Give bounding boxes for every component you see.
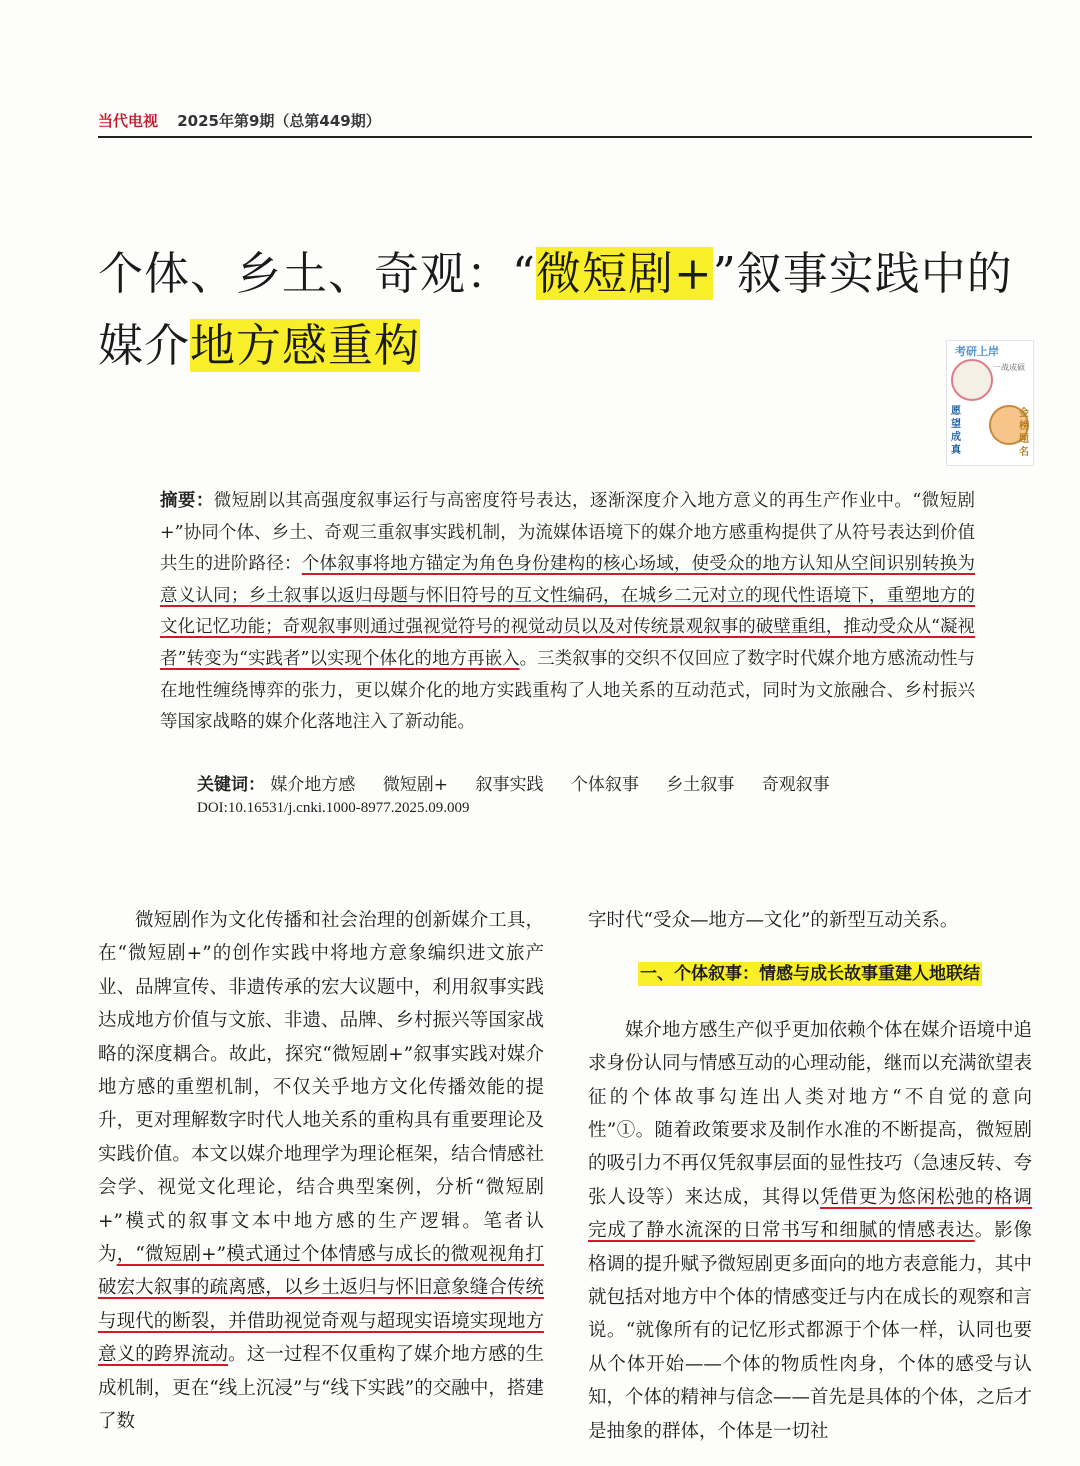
keyword: 乡土叙事 bbox=[666, 775, 735, 795]
keywords-label: 关键词： bbox=[197, 775, 265, 795]
doi: DOI:10.16531/j.cnki.1000-8977.2025.09.009 bbox=[197, 800, 470, 816]
keyword: 个体叙事 bbox=[570, 775, 639, 795]
sticker-caption: 一战成硕 bbox=[993, 363, 1025, 372]
keyword: 奇观叙事 bbox=[761, 775, 830, 795]
title-highlight-1: 微短剧+ bbox=[536, 247, 713, 300]
title-part-1: 个体、乡土、奇观：“ bbox=[98, 247, 537, 300]
keyword: 媒介地方感 bbox=[270, 775, 356, 795]
abstract-underline-2: 乡土叙事以返归母题与怀旧符号的互文性编码，在城乡二元对立的现代性语境下，重塑地方的文化记忆功能； bbox=[160, 585, 975, 638]
title-part-3: 媒介 bbox=[98, 319, 191, 372]
body-text: 。这一过程不仅重构了媒介地方感的生成机制，更在“线上沉浸”与“线下实践”的交融中，搭建了数 bbox=[98, 1344, 544, 1433]
abstract bbox=[160, 486, 975, 739]
sheep-face-icon bbox=[951, 359, 993, 401]
title-part-2: ”叙事实践中的 bbox=[712, 247, 1013, 300]
section-heading bbox=[588, 957, 1032, 991]
sticker-label-left: 愿望成真 bbox=[951, 406, 961, 456]
title-highlight-2: 地方感重构 bbox=[190, 319, 421, 372]
body-column-left bbox=[98, 904, 544, 1439]
body-underline: ，“微短剧+”模式通过个体情感与成长的微观视角打破宏大叙事的疏离感，以乡土返归与怀旧意象缝合传统与现代的断裂，并借助视觉奇观与超现实语境实现地方意义的跨界流动 bbox=[98, 1244, 544, 1366]
abstract-text-1: 微短剧以其高强度叙事运行与高密度符号表达，逐渐深度介入地方意义的再生产作业中。“微短剧+”协同个体、乡土、奇观三重叙事实践机制，为流媒体语境下的媒介地方感重构提供了从符号表达到价值共生的进阶路径： bbox=[160, 491, 976, 575]
journal-name: 当代电视 bbox=[98, 112, 159, 130]
section-title: 一、个体叙事：情感与成长故事重建人地联结 bbox=[640, 964, 980, 985]
issue-info: 2025年第9期（总第449期） bbox=[177, 112, 381, 130]
body-paragraph: 字时代“受众—地方—文化”的新型互动关系。 bbox=[588, 910, 959, 931]
header-rule bbox=[98, 136, 1032, 138]
keyword: 叙事实践 bbox=[475, 775, 544, 795]
keywords bbox=[197, 770, 852, 795]
abstract-underline-1: 个体叙事将地方锚定为角色身份建构的核心场域，使受众的地方认知从空间识别转换为意义认同； bbox=[160, 554, 976, 606]
body-text: 。影像格调的提升赋予微短剧更多面向的地方表意能力，其中就包括对地方中个体的情感变迁与内在成长的观察和言说。“就像所有的记忆形式都源于个体一样，认同也要从个体开始——个体的物质性肉身，个体的感受与认知，个体的精神与信念——首先是具体的个体，之后才是抽象的群体，个体是一切社 bbox=[588, 1220, 1033, 1442]
keyword: 微短剧+ bbox=[382, 775, 449, 795]
abstract-text-2: 。三类叙事的交织不仅回应了数字时代媒介地方感流动性与在地性缠绕博弈的张力，更以媒介化的地方实践重构了人地关系的互动范式，同时为文旅融合、乡村振兴等国家战略的媒介化落地注入了新动能。 bbox=[160, 648, 976, 733]
sticker-label-right: 金榜题名 bbox=[1019, 408, 1029, 458]
body-text: 媒介地方感生产似乎更加依赖个体在媒介语境中追求身份认同与情感互动的心理动能，继而以充满欲望表征的个体故事勾连出人类对地方“不自觉的意向性”①。随着政策要求及制作水准的不断提高，微短剧的吸引力不再仅凭叙事层面的显性技巧（急速反转、夸张人设等）来达成，其得以 bbox=[588, 1019, 1033, 1208]
body-paragraph bbox=[98, 904, 544, 1439]
body-text: 微短剧作为文化传播和社会治理的创新媒介工具，在“微短剧+”的创作实践中将地方意象编织进文旅产业、品牌宣传、非遗传承的宏大议题中，利用叙事实践达成地方价值与文旅、非遗、品牌、乡村振兴等国家战略的深度耦合。故此，探究“微短剧+”叙事实践对媒介地方感的重塑机制，不仅关乎地方文化传播效能的提升，更对理解数字时代人地关系的重构具有重要理论及实践价值。本文以媒介地理学为理论框架，结合情感社会学、视觉文化理论，结合典型案例，分析“微短剧+”模式的叙事文本中地方感的生产逻辑。笔者认为 bbox=[98, 910, 544, 1266]
body-paragraph bbox=[588, 1014, 1032, 1448]
article-title bbox=[98, 238, 1038, 382]
abstract-label: 摘要： bbox=[160, 491, 214, 511]
body-underline: 凭借更为悠闲松弛的格调完成了静水流深的日常书写和细腻的情感表达 bbox=[588, 1186, 1032, 1242]
cartoon-sticker bbox=[946, 340, 1034, 466]
sticker-title: 考研上岸 bbox=[955, 345, 999, 358]
body-column-right bbox=[588, 904, 1032, 1448]
abstract-underline-3: 奇观叙事则通过强视觉符号的视觉动员以及对传统景观叙事的破壁重组，推动受众从“凝视者”转变为“实践者”以实现个体化的地方再嵌入 bbox=[160, 617, 975, 669]
running-header bbox=[98, 110, 381, 131]
